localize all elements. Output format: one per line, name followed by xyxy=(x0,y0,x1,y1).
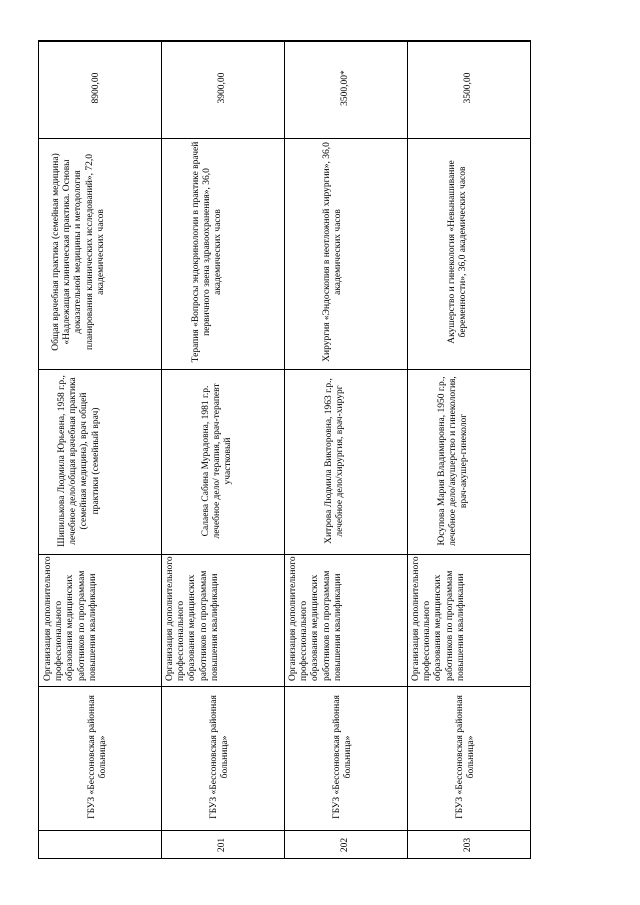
price-cell: 3900,00 xyxy=(217,72,227,104)
row-number-cell: 203 xyxy=(463,837,473,853)
price-cell: 3500,00* xyxy=(340,70,350,106)
table-row xyxy=(284,41,407,860)
rotated-table xyxy=(38,40,531,859)
person-cell: Шипилькова Людмила Юрьевна, 1958 г.р., лечебное дело/общая врачебная практика (семейная медицина), врач общей практики (семейный врач) xyxy=(57,375,101,547)
program-type-cell: Организация дополнительного профессионального образования медицинских работников по программам повышения квалификации xyxy=(411,556,466,681)
program-type-cell: Организация дополнительного профессионального образования медицинских работников по программам повышения квалификации xyxy=(43,556,98,681)
institution-cell: ГБУЗ «Бессоновская районная больница» xyxy=(332,695,354,819)
program-type-cell: Организация дополнительного профессионального образования медицинских работников по программам повышения квалификации xyxy=(165,556,220,681)
row-number-cell: 201 xyxy=(217,837,227,853)
price-cell: 3500,00 xyxy=(463,72,473,104)
courses-cell: Хирургия «Эндоскопия в неотложной хирургии», 36,0 академических часов xyxy=(322,142,344,362)
person-cell: Хитрова Людмила Викторовна, 1963 г.р., лечебное дело/хирургия, врач-хирург xyxy=(324,378,346,544)
institution-cell: ГБУЗ «Бессоновская районная больница» xyxy=(87,695,109,819)
institution-cell: ГБУЗ «Бессоновская районная больница» xyxy=(455,695,477,819)
table-row xyxy=(407,41,532,860)
program-type-cell: Организация дополнительного профессионального образования медицинских работников по программам повышения квалификации xyxy=(288,556,343,681)
price-cell: 8900,00 xyxy=(91,72,101,104)
courses-cell: Общая врачебная практика (семейная медицина) «Надлежащая клиническая практика. Основы доказательной медицины и методология планирования клинических исследований», 72,0 академических часов xyxy=(51,153,106,351)
courses-cell: Терапия «Вопросы эндокринологии в практике врачей первичного звена здравоохранения», 36,0 академических часов xyxy=(191,141,224,363)
person-cell: Салаева Сабина Мурадовна, 1981 г.р. лечебное дело/ терапия, врач-терапевт участковый xyxy=(201,383,234,539)
courses-cell: Акушерство и гинекология «Невынашивание беременности», 36,0 академических часов xyxy=(447,160,469,344)
table-row xyxy=(39,41,161,860)
row-number-cell: 202 xyxy=(340,837,350,853)
person-cell: Юсупова Мария Владимировна, 1950 г.р., лечебное дело/акушерство и гинекология, врач-акушер-гинеколог xyxy=(437,376,470,546)
table-row xyxy=(161,41,284,860)
institution-cell: ГБУЗ «Бессоновская районная больница» xyxy=(209,695,231,819)
